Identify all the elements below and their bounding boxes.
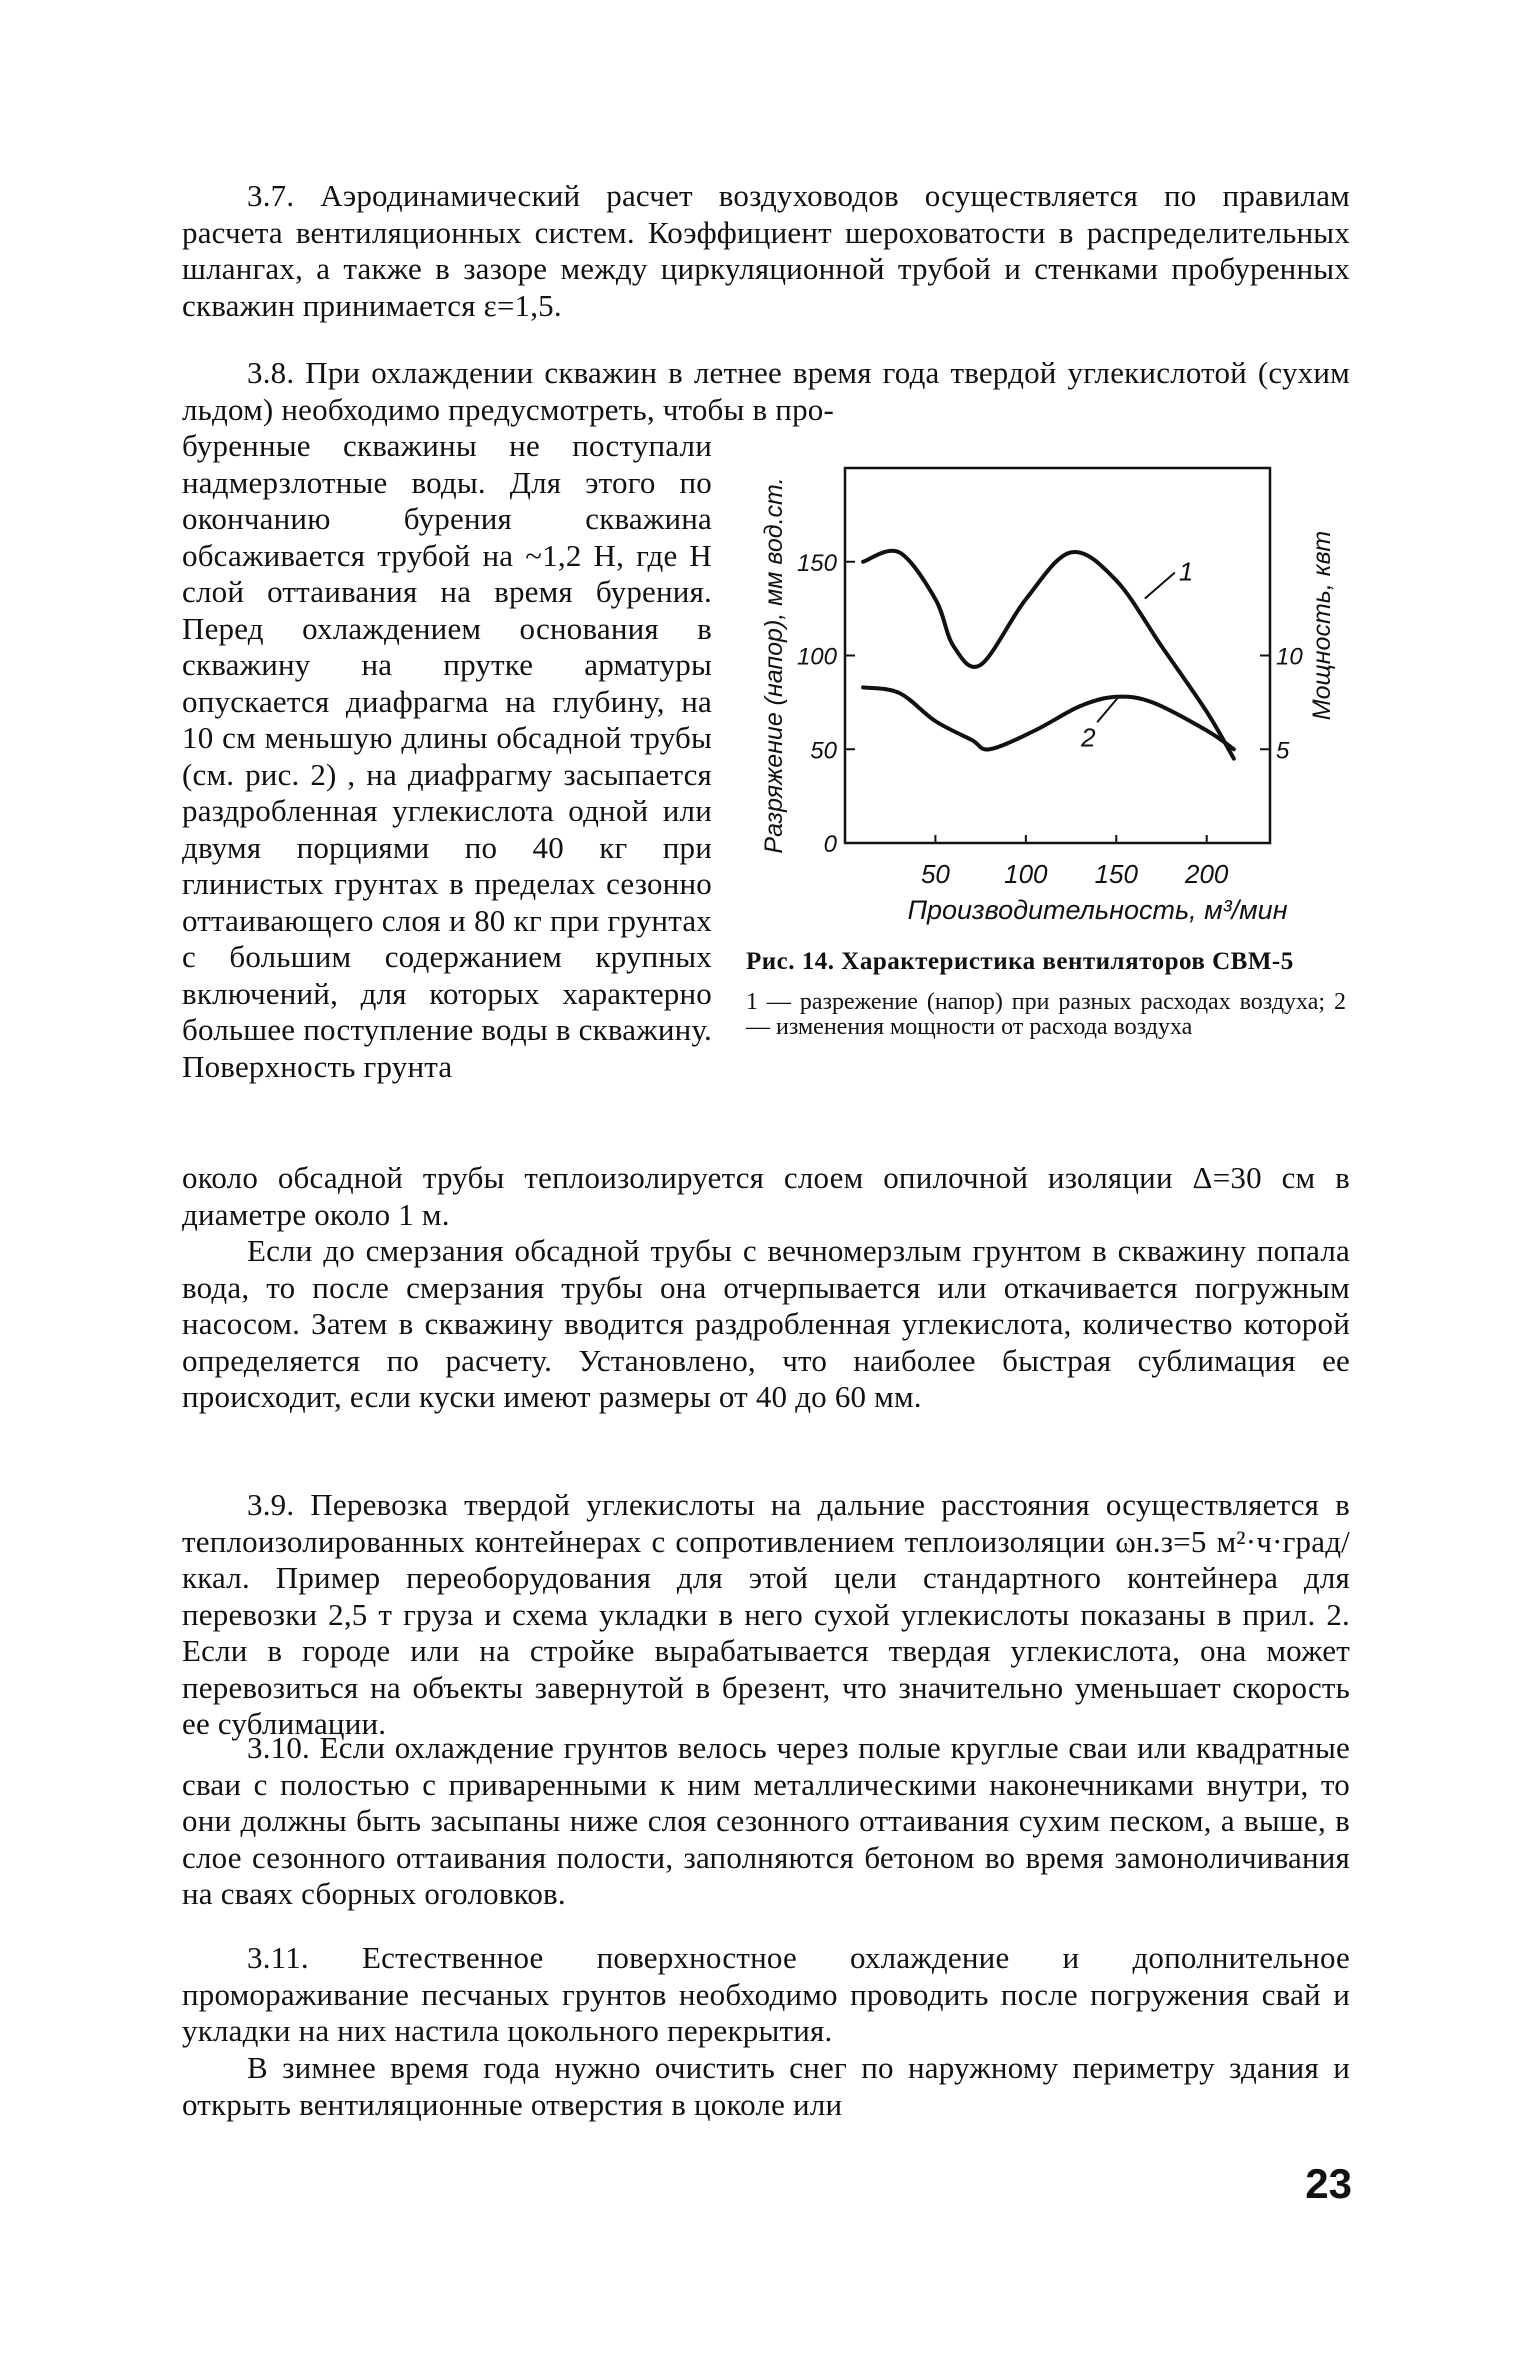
- y-left-tick-label: 150: [796, 549, 837, 577]
- curve-2-label: 2: [1081, 722, 1096, 753]
- y-right-tick-label: 10: [1276, 643, 1303, 671]
- chart-labels: [760, 477, 1336, 925]
- paragraph-3-8-lead: [182, 355, 1350, 428]
- plot-frame: [845, 468, 1270, 843]
- paragraph-winter-text: В зимнее время года нужно очистить снег по наружному периметру здания и открыть вентиляционные отверстия в цоколе или: [182, 2050, 1350, 2122]
- figure-caption: [746, 948, 1346, 1040]
- paragraph-3-8-wrapped: [182, 428, 712, 1085]
- paragraph-3-11-text: 3.11. Естественное поверхностное охлаждение и дополнительное промораживание песчаных грунтов необходимо проводить после погружения свай и укладки на них настила цокольного перекрытия.: [182, 1940, 1350, 2048]
- paragraph-3-8-wrapped-text: буренные скважины не поступали надмерзлотные воды. Для этого по окончанию бурения скважина обсаживается трубой на ~1,2 H, где H слой оттаивания на время бурения. Перед охлаждением основания в скважину на прутке арматуры опускается диафрагма на глубину, на 10 см меньшую длины обсадной трубы (см. рис. 2) , на диафрагму засыпается раздробленная углекислота одной или двумя порциями по 40 кг при глинистых грунтах в пределах сезонно оттаивающего слоя и 80 кг при грунтах с большим содержанием крупных включений, для которых характерно большее поступление воды в скважину. Поверхность грунта: [182, 428, 712, 1084]
- y-right-axis-label: Мощность, квт: [1308, 530, 1336, 721]
- x-tick-label: 100: [1004, 859, 1048, 889]
- page-number: 23: [1305, 2160, 1352, 2207]
- paragraph-3-9: [182, 1487, 1350, 1743]
- figure-14: [740, 448, 1350, 948]
- paragraph-3-10: [182, 1730, 1350, 1913]
- series-2-line: [863, 687, 1234, 749]
- paragraph-water: [182, 1233, 1350, 1416]
- x-axis-label: Производительность, м³/мин: [907, 895, 1288, 925]
- y-left-axis-label: Разряжение (напор), мм вод.ст.: [760, 477, 788, 854]
- paragraph-3-7-text: 3.7. Аэродинамический расчет воздуховодов осуществляется по правилам расчета вентиляционных систем. Коэффициент шероховатости в распределительных шлангах, а также в зазоре между циркуляционной трубой и стенками пробуренных скважин принимается ε=1,5.: [182, 178, 1350, 323]
- x-tick-label: 50: [920, 859, 950, 889]
- paragraph-3-8-tail-text: около обсадной трубы теплоизолируется слоем опилочной изоляции Δ=30 см в диаметре около 1 м.: [182, 1160, 1350, 1232]
- paragraph-water-text: Если до смерзания обсадной трубы с вечномерзлым грунтом в скважину попала вода, то после смерзания трубы она отчерпывается или откачивается погружным насосом. Затем в скважину вводится раздробленная углекислота, количество которой определяется по расчету. Установлено, что наиболее быстрая сублимация ее происходит, если куски имеют размеры от 40 до 60 мм.: [182, 1233, 1350, 1414]
- paragraph-3-8-lead-text: 3.8. При охлаждении скважин в летнее время года твердой углекислотой (сухим льдом) необходимо предусмотреть, чтобы в про-: [182, 355, 1350, 427]
- curve-1-leader: [1145, 573, 1175, 599]
- paragraph-3-10-text: 3.10. Если охлаждение грунтов велось через полые круглые сваи или квадратные сваи с полостью с приваренными к ним металлическими наконечниками внутри, то они должны быть засыпаны ниже слоя сезонного оттаивания сухим песком, а выше, в слое сезонного оттаивания полости, заполняются бетоном во время замоноличивания на сваях сборных оголовков.: [182, 1730, 1350, 1911]
- paragraph-3-8-tail: [182, 1160, 1350, 1233]
- y-left-tick-label: 100: [796, 643, 837, 671]
- paragraph-winter: [182, 2050, 1350, 2123]
- paragraph-3-9-text: 3.9. Перевозка твердой углекислоты на дальние расстояния осуществляется в теплоизолированных контейнерах с сопротивлением теплоизоляции ωн.з=5 м²·ч·град/ккал. Пример переоборудования для этой цели стандартного контейнера для перевозки 2,5 т груза и схема укладки в него сухой углекислоты показаны в прил. 2. Если в городе или на стройке вырабатывается твердая углекислота, она может перевозиться на объекты завернутой в брезент, что значительно уменьшает скорость ее сублимации.: [182, 1487, 1350, 1741]
- chart-axes: [845, 468, 1270, 843]
- figure-caption-legend: 1 — разрежение (напор) при разных расходах воздуха; 2 — изменения мощности от расхода воздуха: [746, 989, 1346, 1040]
- paragraph-3-7: [182, 178, 1350, 324]
- curve-1-label: 1: [1178, 556, 1194, 587]
- y-left-tick-label: 50: [810, 737, 837, 765]
- figure-caption-title: Рис. 14. Характеристика вентиляторов СВМ-5: [746, 948, 1294, 975]
- x-tick-label: 150: [1094, 859, 1138, 889]
- y-left-tick-label: 0: [823, 831, 837, 858]
- y-right-tick-label: 5: [1276, 737, 1290, 765]
- fan-characteristic-chart: [740, 448, 1350, 948]
- paragraph-3-11: [182, 1940, 1350, 2050]
- x-tick-label: 200: [1185, 859, 1229, 889]
